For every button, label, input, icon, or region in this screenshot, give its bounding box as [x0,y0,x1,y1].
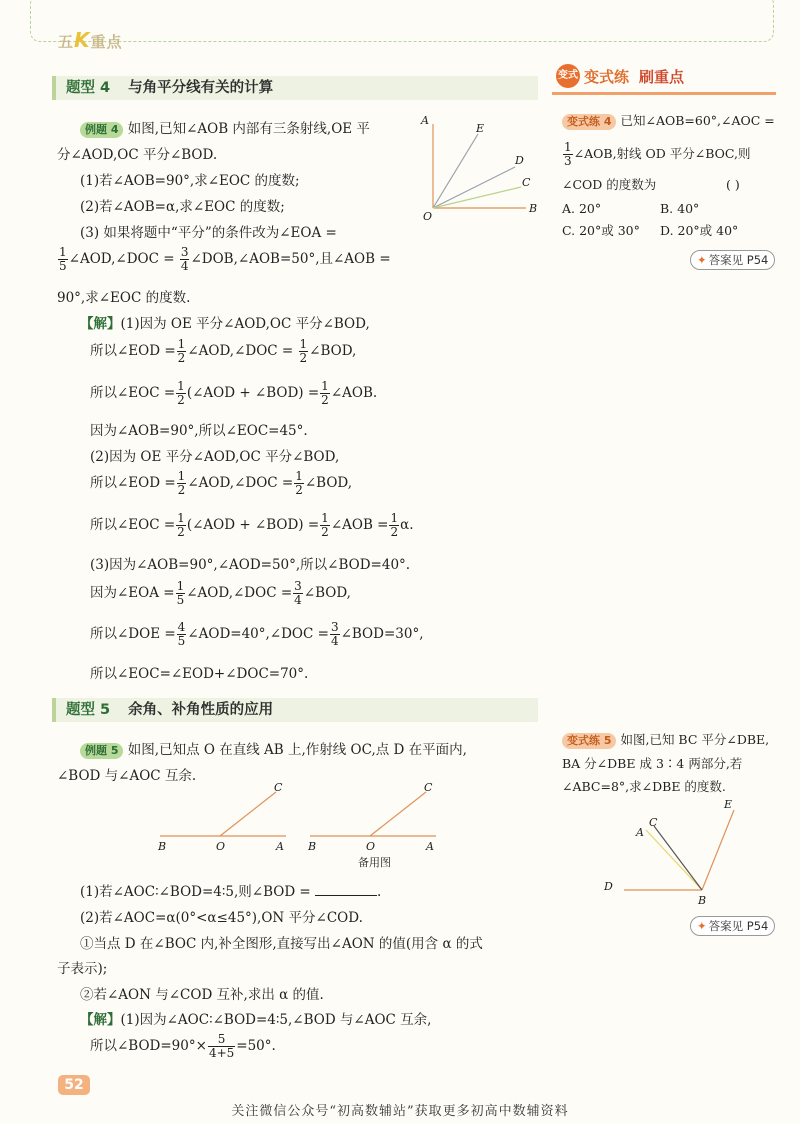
variant4-line2: $\frac{1}{3}$ ∠AOB,射线 OD 平分∠BOC,则 [564,140,751,168]
svg-text:A: A [276,840,284,853]
ray-OC [433,187,521,208]
example4-q2: (2)若∠AOB=α,求∠EOC 的度数; [80,199,285,215]
brand-logo: 五K重点 [58,28,123,52]
footer-note: 关注微信公众号“初高数辅站”获取更多初高中数辅资料 [231,1104,569,1119]
solution4-line3: 所以∠EOC = $\frac{1}{2}$ (∠AOD + ∠BOD) = $\frac{1}{2}$ ∠AOB. [90,379,378,407]
svg-text:O: O [366,840,376,853]
variant5-line2: BA 分∠DBE 成 3∶4 两部分,若 [562,756,743,771]
example-tag: 例题 4 [80,122,123,138]
solution4-line2: 所以∠EOD = $\frac{1}{2}$ ∠AOD,∠DOC = $\frac{1}{2}$ ∠BOD, [90,337,357,365]
svg-text:B: B [158,840,167,853]
option-D: D. 20°或 40° [660,223,739,238]
label-D: D [515,154,524,167]
variant-badge-icon: 变式 [556,64,580,88]
example4-q1: (1)若∠AOB=90°,求∠EOC 的度数; [80,173,300,189]
example4-line6: $\frac{1}{5}$ ∠AOD,∠DOC = $\frac{3}{4}$ ∠DOB,∠AOB=50°,且∠AOB = [59,245,391,273]
section-heading-5 [52,698,538,722]
section-number: 题型 5 [66,702,111,718]
svg-text:B: B [698,894,707,907]
ray-BC [654,826,702,890]
label-E: E [476,122,485,135]
svg-text:A: A [426,840,434,853]
variant5-line3: ∠ABC=8°,求∠DBE 的度数. [562,779,726,794]
svg-text:D: D [604,880,613,893]
example5-q5: ②若∠AON 与∠COD 互补,求出 α 的值. [80,987,324,1003]
section-number: 题型 4 [66,80,111,96]
answer-parentheses: ( ) [726,177,740,192]
solution4-line4: 因为∠AOB=90°,所以∠EOC=45°. [90,423,308,439]
solution4-line1: 【解】(1)因为 OE 平分∠AOD,OC 平分∠BOD, [80,316,370,332]
solution4-line10: 所以∠DOE = $\frac{4}{5}$ ∠AOD=40°,∠DOC = $\frac{3}{4}$ ∠BOD=30°, [90,620,424,648]
example4-q3: (3) 如果将题中“平分”的条件改为∠EOA = [80,225,337,241]
variant-tag: 变式练 4 [562,114,616,130]
svg-text:C: C [649,816,658,829]
page-number: 52 [58,1075,90,1095]
variant4-line1: 变式练 4 已知∠AOB=60°,∠AOC = [562,110,775,132]
svg-text:C: C [274,781,283,794]
solution4-line7: 所以∠EOC = $\frac{1}{2}$ (∠AOD + ∠BOD) = $\frac{1}{2}$ ∠AOB = $\frac{1}{2}$ α. [90,511,414,539]
solution4-line9: 因为∠EOA = $\frac{1}{5}$ ∠AOD,∠DOC = $\frac{3}{4}$ ∠BOD, [90,579,351,607]
example5-line2: ∠BOD 与∠AOC 互余. [57,768,197,784]
variant4-line3: ∠COD 的度数为 [562,177,657,192]
ray-BA [646,830,702,890]
answer-reference-chip[interactable]: ✦ 答案见 P54 [690,250,775,270]
example5-q3: ①当点 D 在∠BOC 内,补全图形,直接写出∠AON 的值(用含 α 的式 [80,936,483,952]
angle-figure-1 [418,112,548,224]
solution4-line5: (2)因为 OE 平分∠AOD,OC 平分∠BOD, [90,449,340,465]
section-title: 余角、补角性质的应用 [128,702,274,718]
example-tag: 例题 5 [80,743,123,759]
solution5-line2: 所以∠BOD=90°× $\frac{5}{4+5}$ =50°. [90,1032,276,1060]
variant-tag: 变式练 5 [562,733,616,749]
section-heading-4 [52,76,538,100]
answer-blank[interactable] [315,883,377,896]
header-frame [30,0,774,42]
line-figures [150,778,450,870]
example5-q2: (2)若∠AOC=α(0°<α≤45°),ON 平分∠COD. [80,910,363,926]
option-B: B. 40° [660,201,700,216]
variant5-line1: 变式练 5 如图,已知 BC 平分∠DBE, [562,729,769,751]
example4-line2: 分∠AOD,OC 平分∠BOD. [57,147,218,163]
option-A: A. 20° [562,201,602,216]
bulb-icon: ✦ [697,253,707,267]
bulb-icon: ✦ [697,919,707,933]
svg-text:E: E [724,798,733,811]
variant-practice-header: 变式 变式练 刷重点 [552,64,776,95]
ray-BE [702,810,734,890]
solution4-line8: (3)因为∠AOB=90°,∠AOD=50°,所以∠BOD=40°. [90,557,411,573]
example5-line1: 例题 5 如图,已知点 O 在直线 AB 上,作射线 OC,点 D 在平面内, [80,738,467,759]
example4-line1: 例题 4 如图,已知∠AOB 内部有三条射线,OE 平 [80,117,370,138]
label-C: C [522,176,531,189]
ray-OC-main [220,792,276,836]
svg-text:C: C [424,781,433,794]
angle-figure-2 [598,796,748,908]
label-O: O [423,210,433,223]
label-B: B [529,202,538,215]
example5-q1: (1)若∠AOC∶∠BOD=4∶5,则∠BOD = . [80,884,382,900]
solution5-line1: 【解】(1)因为∠AOC∶∠BOD=4∶5,∠BOD 与∠AOC 互余, [80,1012,432,1028]
example5-q4: 子表示); [57,961,108,977]
solution4-line6: 所以∠EOD = $\frac{1}{2}$ ∠AOD,∠DOC = $\frac{1}{2}$ ∠BOD, [90,469,353,497]
spare-figure-caption: 备用图 [358,856,391,869]
label-A: A [421,114,429,127]
svg-text:O: O [216,840,226,853]
option-C: C. 20°或 30° [562,223,640,238]
ray-OC-spare [370,792,426,836]
section-title: 与角平分线有关的计算 [128,80,274,96]
svg-text:A: A [636,826,644,839]
svg-text:B: B [308,840,317,853]
solution4-line11: 所以∠EOC=∠EOD+∠DOC=70°. [90,666,309,682]
answer-reference-chip[interactable]: ✦ 答案见 P54 [690,916,775,936]
example4-line7: 90°,求∠EOC 的度数. [57,290,191,306]
